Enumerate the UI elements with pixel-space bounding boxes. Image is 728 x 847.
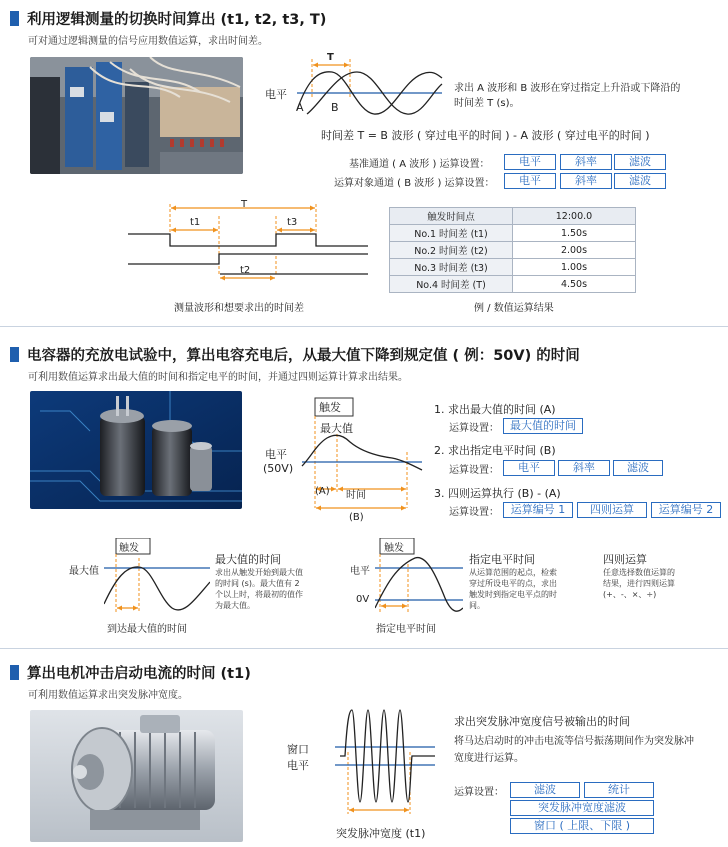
burst-stats-box: 统计 <box>584 782 654 798</box>
section-marker <box>10 347 19 362</box>
label-b: (B) <box>349 512 364 523</box>
burst-filter-box: 滤波 <box>510 782 580 798</box>
ref-channel-label: 基准通道 ( A 波形 ) 运算设置： <box>349 159 490 170</box>
table-header-cell: 触发时间点 <box>390 208 513 225</box>
signal-1 <box>128 234 368 246</box>
time-diff-formula: 时间差 T = B 波形 ( 穿过电平的时间 ) - A 波形 ( 穿过电平的时间 ) <box>321 129 650 142</box>
mini2-caption: 指定电平时间 <box>376 624 436 635</box>
max-value-label: 最大值 <box>320 422 353 435</box>
timing-t3-label: t3 <box>287 217 298 228</box>
section-marker <box>10 665 19 680</box>
mini1-trigger: 触发 <box>119 543 139 554</box>
section3-title: 算出电机冲击启动电流的时间 (t1) <box>10 662 251 683</box>
mini2-ylabel-top: 电平 <box>350 566 370 577</box>
mini1-caption: 到达最大值的时间 <box>107 624 187 635</box>
step3-calc2-box: 运算编号 2 <box>651 502 721 518</box>
burst-caption: 突发脉冲宽度 (t1) <box>336 827 426 840</box>
table-cell-value: 1.50s <box>513 225 636 242</box>
section1-title: 利用逻辑测量的切换时间算出 (t1, t2, t3, T) <box>10 8 326 29</box>
wave-ab-diagram <box>262 52 452 122</box>
discharge-curve <box>302 435 422 470</box>
burst-diagram <box>315 702 435 824</box>
trigger-label: 触发 <box>319 401 341 414</box>
step3-title: 3. 四则运算执行 (B) - (A) <box>434 487 561 500</box>
table-row <box>390 259 636 276</box>
table-cell-value: 4.50s <box>513 276 636 293</box>
table-cell-label: No.4 时间差 (T) <box>390 276 513 293</box>
table-caption: 例 / 数值运算结果 <box>474 303 554 314</box>
table-header-row <box>390 208 636 225</box>
wave-b-label: B <box>331 101 339 114</box>
burst-window-box: 窗口 ( 上限、下限 ) <box>510 818 654 834</box>
burst-desc-head: 求出突发脉冲宽度信号被输出的时间 <box>454 715 630 728</box>
mini2-ylabel-bottom: 0V <box>356 594 370 605</box>
table-row <box>390 225 636 242</box>
table-cell-value: 1.00s <box>513 259 636 276</box>
timing-t1-label: t1 <box>190 217 201 228</box>
section1-subtitle: 可对通过逻辑测量的信号应用数值运算，求出时间差。 <box>28 36 268 47</box>
discharge-diagram <box>262 396 432 520</box>
arith-head: 四则运算 <box>603 553 647 566</box>
step3-arith-box: 四则运算 <box>577 502 647 518</box>
step1-setting-label: 运算设置： <box>449 423 499 434</box>
mini1-head: 最大值的时间 <box>215 553 281 566</box>
arith-desc: 任意选择数值运算的 结果，进行四则运算 (+、-、×、÷) <box>603 568 675 599</box>
wave-desc-line2: 时间差 T (s)。 <box>454 98 520 109</box>
mini1-ylabel: 最大值 <box>69 566 99 577</box>
burst-width-filter-box: 突发脉冲宽度滤波 <box>510 800 654 816</box>
capacitor-photo <box>30 391 242 509</box>
table-row <box>390 242 636 259</box>
step3-setting-label: 运算设置： <box>449 507 499 518</box>
mini1-desc: 求出从触发开始到最大值 的时间 (s)。最大值有 2 个以上时，将最初的值作 为最大值。 <box>215 568 303 610</box>
timing-t-label: T <box>241 199 248 210</box>
label-time: 时间 <box>346 490 366 501</box>
step3-calc1-box: 运算编号 1 <box>503 502 573 518</box>
target-channel-label: 运算对象通道 ( B 波形 ) 运算设置： <box>334 178 495 189</box>
timing-t2-label: t2 <box>240 265 251 276</box>
step1-max-time-box: 最大值的时间 <box>503 418 583 434</box>
target-slope-box: 斜率 <box>560 173 612 189</box>
table-cell-value: 2.00s <box>513 242 636 259</box>
section2-title: 电容器的充放电试验中，算出电容充电后，从最大值下降到规定值 ( 例：50V) 的时间 <box>10 344 580 365</box>
wave-a-label: A <box>296 101 304 114</box>
table-header-cell: 12:00.0 <box>513 208 636 225</box>
signal-2 <box>128 254 368 264</box>
table-cell-label: No.2 时间差 (t2) <box>390 242 513 259</box>
result-table <box>389 207 636 293</box>
logger-photo <box>30 57 243 174</box>
mini2-head: 指定电平时间 <box>469 553 535 566</box>
step2-title: 2. 求出指定电平时间 (B) <box>434 444 556 457</box>
label-a: (A) <box>315 486 330 497</box>
burst-desc-line1: 将马达启动时的冲击电流等信号振荡期间作为突发脉冲 <box>454 736 694 747</box>
target-filter-box: 滤波 <box>614 173 666 189</box>
burst-setting-label: 运算设置： <box>454 787 504 798</box>
ref-filter-box: 滤波 <box>614 154 666 170</box>
step2-slope-box: 斜率 <box>558 460 610 476</box>
motor-photo <box>30 710 243 842</box>
ref-slope-box: 斜率 <box>560 154 612 170</box>
section-divider <box>0 326 728 327</box>
target-level-box: 电平 <box>504 173 556 189</box>
section-divider <box>0 648 728 649</box>
mini2-trigger: 触发 <box>384 543 404 554</box>
level-value-label: (50V) <box>263 462 294 475</box>
wave-level-label: 电平 <box>265 88 287 101</box>
table-cell-label: No.3 时间差 (t3) <box>390 259 513 276</box>
step2-level-box: 电平 <box>503 460 555 476</box>
window-label-2: 电平 <box>287 759 309 772</box>
wave-t-label: T <box>327 52 334 63</box>
burst-wave <box>340 710 435 802</box>
timing-diagram <box>128 196 368 291</box>
ref-level-box: 电平 <box>504 154 556 170</box>
section2-subtitle: 可利用数值运算求出最大值的时间和指定电平的时间，并通过四则运算计算求出结果。 <box>28 372 408 383</box>
burst-desc-line2: 宽度进行运算。 <box>454 753 524 764</box>
mini2-desc: 从运算范围的起点，检索 穿过所设电平的点，求出 触发时到指定电平点的时 间。 <box>469 568 557 610</box>
table-row <box>390 276 636 293</box>
table-cell-label: No.1 时间差 (t1) <box>390 225 513 242</box>
timing-caption: 测量波形和想要求出的时间差 <box>174 303 304 314</box>
wave-desc-line1: 求出 A 波形和 B 波形在穿过指定上升沿或下降沿的 <box>454 83 681 94</box>
section-marker <box>10 11 19 26</box>
step2-filter-box: 滤波 <box>613 460 663 476</box>
step2-setting-label: 运算设置： <box>449 465 499 476</box>
step1-title: 1. 求出最大值的时间 (A) <box>434 403 556 416</box>
section3-subtitle: 可利用数值运算求出突发脉冲宽度。 <box>28 690 188 701</box>
level-label: 电平 <box>265 448 287 461</box>
window-label-1: 窗口 <box>287 743 309 756</box>
